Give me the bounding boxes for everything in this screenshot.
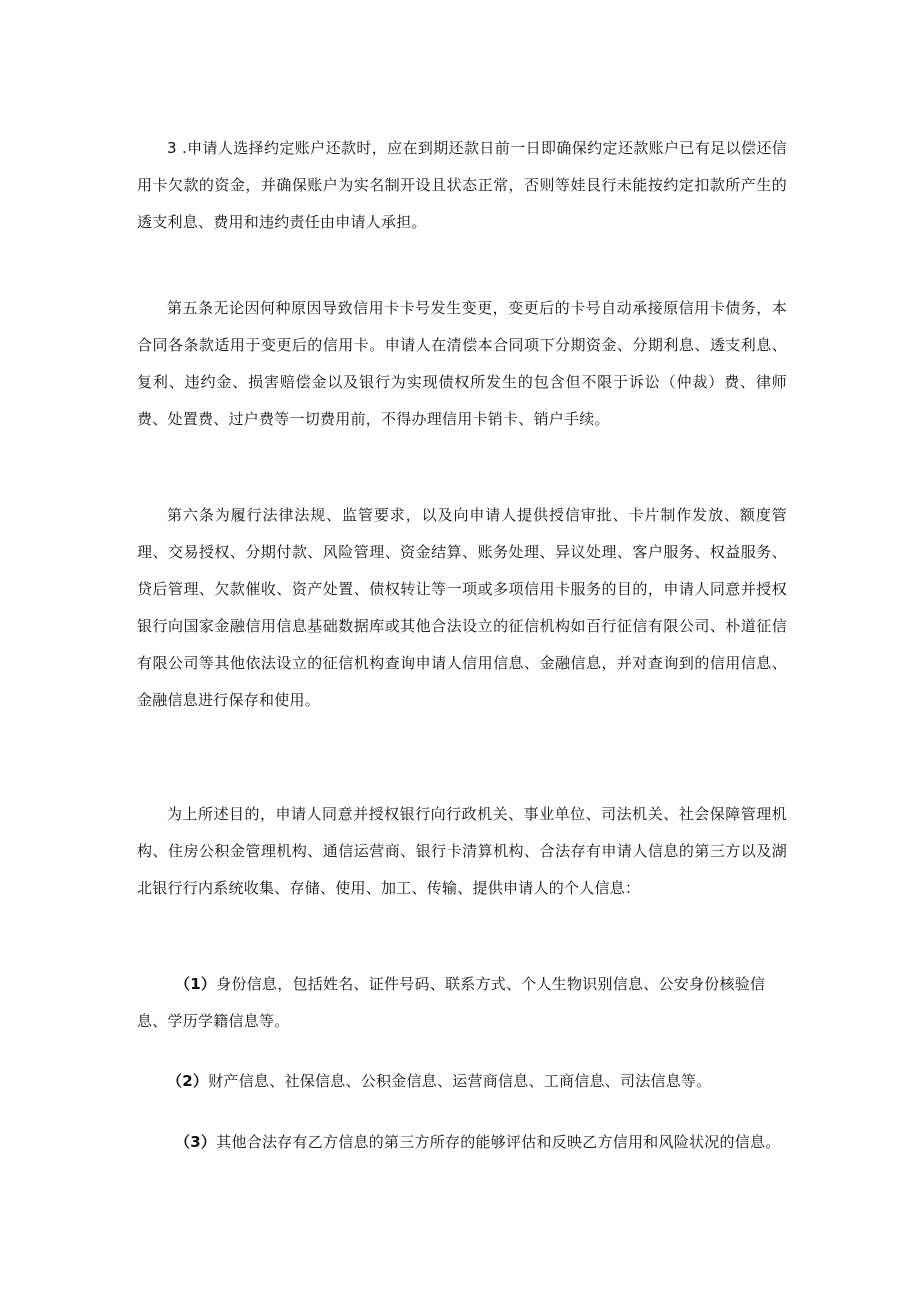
list-item-number: （2） [167, 1072, 209, 1090]
paragraph-article-6: 第六条为履行法律法规、监管要求，以及向申请人提供授信审批、卡片制作发放、额度管理、交易授权、分期付款、风险管理、资金结算、账务处理、异议处理、客户服务、权益服务、贷后管理、欠款催收、资产处置、债权转让等一项或多项信用卡服务的目的，申请人同意并授权银行向国家金融信用信息基础数据库或其他合法设立的征信机构如百行征信有限公司、朴道征信有限公司等其他依法设立的征信机构查询申请人信用信息、金融信息，并对查询到的信用信息、金融信息进行保存和使用。 [137, 506, 787, 709]
list-item-text: 身份信息，包括姓名、证件号码、联系方式、个人生物识别信息、公安身份核验信息、学历学籍信息等。 [137, 975, 766, 1030]
paragraph-authorization: 为上所述目的，申请人同意并授权银行向行政机关、事业单位、司法机关、社会保障管理机构、住房公积金管理机构、通信运营商、银行卡清算机构、合法存有申请人信息的第三方以及湖北银行行内系统收集、存储、使用、加工、传输、提供申请人的个人信息： [137, 805, 787, 897]
paragraph-article-5: 第五条无论因何种原因导致信用卡卡号发生变更，变更后的卡号自动承接原信用卡债务，本合同各条款适用于变更后的信用卡。申请人在清偿本合同项下分期资金、分期利息、透支利息、复利、违约金、损害赔偿金以及银行为实现债权所发生的包含但不限于诉讼（仲裁）费、律师费、处置费、过户费等一切费用前，不得办理信用卡销卡、销户手续。 [137, 299, 787, 428]
paragraph-repayment-account: 3 .申请人选择约定账户还款时，应在到期还款日前一日即确保约定还款账户已有足以偿还信用卡欠款的资金，并确保账户为实名制开设且状态正常，否则等娃艮行未能按约定扣款所产生的透支利息、费用和违约责任由申请人承担。 [137, 139, 787, 231]
list-item-identity-info [137, 966, 787, 1040]
list-item-number: （3） [175, 1133, 217, 1151]
list-item-text: 财产信息、社保信息、公积金信息、运营商信息、工商信息、司法信息等。 [208, 1072, 712, 1090]
list-item-other-info [137, 1124, 787, 1160]
list-item-property-info [137, 1063, 787, 1099]
list-item-number: （1） [175, 975, 217, 993]
list-item-text: 其他合法存有乙方信息的第三方所存的能够评估和反映乙方信用和风险状况的信息。 [216, 1133, 781, 1151]
